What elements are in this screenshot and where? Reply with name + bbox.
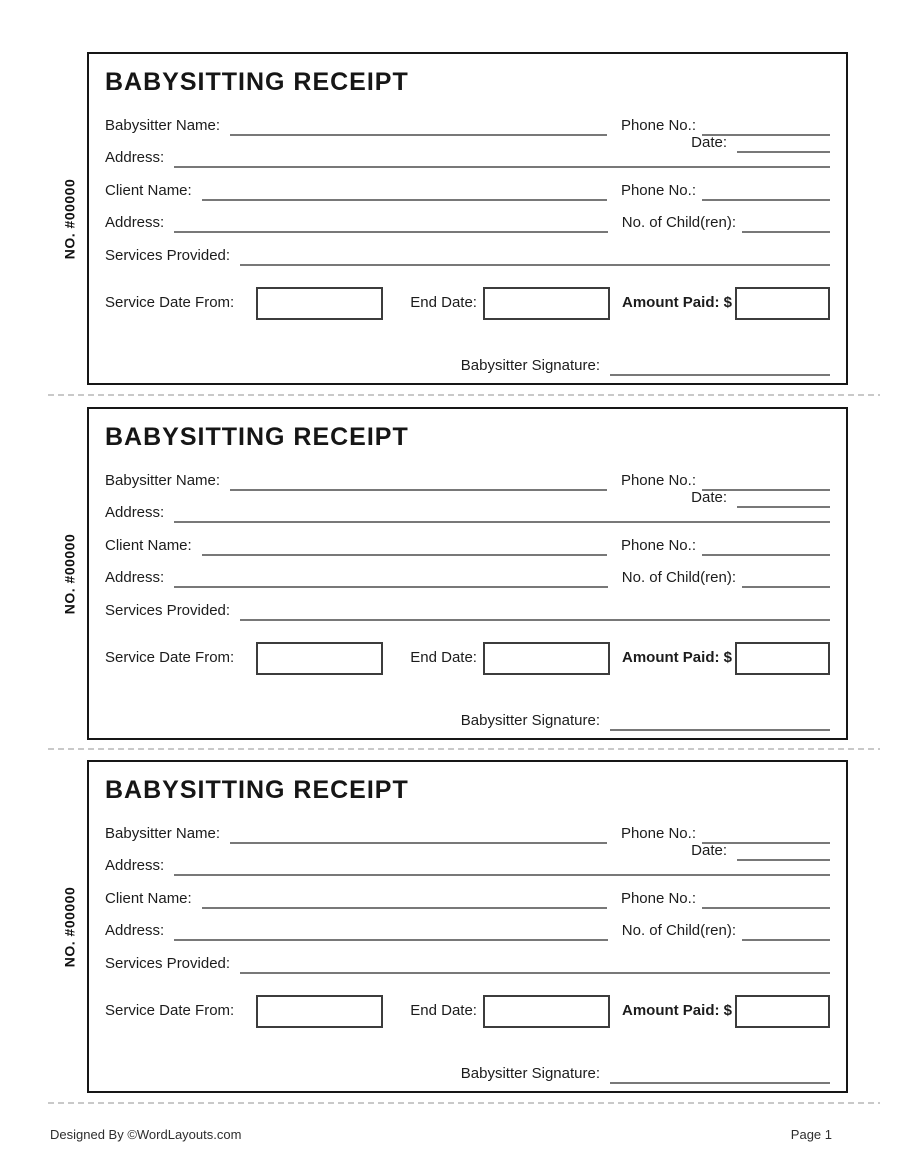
- receipt-section: [61, 407, 848, 740]
- end-date-group: [410, 642, 610, 675]
- amount-paid-group: [622, 995, 830, 1028]
- services-provided-field[interactable]: [240, 601, 830, 621]
- babysitter-phone-field[interactable]: [702, 116, 830, 136]
- services-provided-label: Services Provided:: [105, 955, 231, 973]
- end-date-label: End Date:: [410, 294, 477, 312]
- service-date-from-label: Service Date From:: [105, 294, 235, 312]
- client-address-label: Address:: [105, 214, 165, 232]
- service-date-from-group: [105, 995, 383, 1028]
- babysitter-signature-label: Babysitter Signature:: [460, 712, 600, 730]
- babysitter-address-label: Address:: [105, 149, 165, 167]
- babysitter-address-row: [105, 498, 830, 523]
- serial-number: [53, 762, 85, 1091]
- date-label: Date:: [691, 489, 727, 507]
- client-name-row: [105, 531, 830, 556]
- services-provided-field[interactable]: [240, 954, 830, 974]
- client-name-field[interactable]: [202, 536, 607, 556]
- babysitter-name-row: [105, 819, 830, 844]
- babysitter-phone-label: Phone No.:: [620, 117, 696, 135]
- service-date-from-group: [105, 642, 383, 675]
- babysitter-name-label: Babysitter Name:: [105, 117, 221, 135]
- date-label: Date:: [691, 134, 727, 152]
- babysitter-name-label: Babysitter Name:: [105, 472, 221, 490]
- end-date-label: End Date:: [410, 1002, 477, 1020]
- no-of-children-label: No. of Child(ren):: [621, 214, 736, 232]
- perforation-line: [48, 394, 880, 396]
- babysitter-phone-field[interactable]: [702, 824, 830, 844]
- service-date-from-box[interactable]: [256, 642, 383, 675]
- babysitter-name-label: Babysitter Name:: [105, 825, 221, 843]
- client-phone-label: Phone No.:: [620, 890, 696, 908]
- amount-paid-box[interactable]: [735, 287, 830, 320]
- babysitter-signature-label: Babysitter Signature:: [460, 357, 600, 375]
- no-of-children-field[interactable]: [742, 921, 830, 941]
- no-of-children-label: No. of Child(ren):: [621, 569, 736, 587]
- serial-number: [53, 409, 85, 738]
- client-address-field[interactable]: [174, 921, 608, 941]
- services-provided-label: Services Provided:: [105, 602, 231, 620]
- babysitter-signature-field[interactable]: [610, 711, 830, 731]
- amount-paid-box[interactable]: [735, 995, 830, 1028]
- signature-row: [105, 1059, 830, 1084]
- client-name-label: Client Name:: [105, 890, 192, 908]
- babysitter-address-label: Address:: [105, 504, 165, 522]
- client-address-label: Address:: [105, 569, 165, 587]
- babysitter-signature-label: Babysitter Signature:: [460, 1065, 600, 1083]
- client-name-label: Client Name:: [105, 537, 192, 555]
- babysitter-phone-field[interactable]: [702, 471, 830, 491]
- babysitter-name-field[interactable]: [230, 471, 607, 491]
- service-date-from-label: Service Date From:: [105, 1002, 235, 1020]
- babysitter-name-field[interactable]: [230, 824, 607, 844]
- receipt-section: [61, 52, 848, 385]
- client-address-row: [105, 563, 830, 588]
- receipt-section: [61, 760, 848, 1093]
- babysitter-address-field[interactable]: [174, 503, 830, 523]
- signature-row: [105, 351, 830, 376]
- babysitter-address-row: [105, 143, 830, 168]
- amount-paid-group: [622, 642, 830, 675]
- dates-amount-row: [105, 995, 830, 1028]
- babysitter-name-row: [105, 466, 830, 491]
- client-name-row: [105, 884, 830, 909]
- babysitter-address-field[interactable]: [174, 148, 830, 168]
- perforation-line: [48, 1102, 880, 1104]
- client-address-label: Address:: [105, 922, 165, 940]
- babysitter-address-row: [105, 851, 830, 876]
- babysitter-phone-label: Phone No.:: [620, 472, 696, 490]
- service-date-from-group: [105, 287, 383, 320]
- services-provided-label: Services Provided:: [105, 247, 231, 265]
- client-phone-label: Phone No.:: [620, 537, 696, 555]
- babysitter-signature-field[interactable]: [610, 356, 830, 376]
- amount-paid-group: [622, 287, 830, 320]
- amount-paid-label: Amount Paid: $: [621, 294, 732, 312]
- client-name-row: [105, 176, 830, 201]
- perforation-line: [48, 748, 880, 750]
- signature-row: [105, 706, 830, 731]
- date-label: Date:: [691, 842, 727, 860]
- client-name-label: Client Name:: [105, 182, 192, 200]
- receipt-title: BABYSITTING RECEIPT: [105, 68, 409, 96]
- end-date-box[interactable]: [483, 287, 610, 320]
- babysitter-signature-field[interactable]: [610, 1064, 830, 1084]
- serial-number-text: NO. #00000: [61, 886, 77, 967]
- amount-paid-label: Amount Paid: $: [621, 1002, 732, 1020]
- dates-amount-row: [105, 287, 830, 320]
- babysitter-phone-label: Phone No.:: [620, 825, 696, 843]
- service-date-from-box[interactable]: [256, 287, 383, 320]
- babysitter-name-row: [105, 111, 830, 136]
- service-date-from-box[interactable]: [256, 995, 383, 1028]
- client-phone-field[interactable]: [702, 536, 830, 556]
- client-address-field[interactable]: [174, 213, 608, 233]
- services-provided-row: [105, 241, 830, 266]
- client-address-row: [105, 916, 830, 941]
- end-date-group: [410, 995, 610, 1028]
- client-phone-field[interactable]: [702, 889, 830, 909]
- no-of-children-field[interactable]: [742, 213, 830, 233]
- services-provided-row: [105, 949, 830, 974]
- end-date-box[interactable]: [483, 642, 610, 675]
- client-name-field[interactable]: [202, 889, 607, 909]
- serial-number-text: NO. #00000: [61, 178, 77, 259]
- serial-number: [53, 54, 85, 383]
- page-number: Page 1: [790, 1127, 832, 1142]
- amount-paid-label: Amount Paid: $: [621, 649, 732, 667]
- babysitter-address-field[interactable]: [174, 856, 830, 876]
- service-date-from-label: Service Date From:: [105, 649, 235, 667]
- client-name-field[interactable]: [202, 181, 607, 201]
- designer-credit: Designed By ©WordLayouts.com: [50, 1127, 242, 1142]
- client-phone-label: Phone No.:: [620, 182, 696, 200]
- receipt-title: BABYSITTING RECEIPT: [105, 423, 409, 451]
- client-phone-field[interactable]: [702, 181, 830, 201]
- client-address-row: [105, 208, 830, 233]
- services-provided-row: [105, 596, 830, 621]
- end-date-group: [410, 287, 610, 320]
- babysitter-address-label: Address:: [105, 857, 165, 875]
- end-date-label: End Date:: [410, 649, 477, 667]
- client-address-field[interactable]: [174, 568, 608, 588]
- no-of-children-label: No. of Child(ren):: [621, 922, 736, 940]
- serial-number-text: NO. #00000: [61, 533, 77, 614]
- receipt-title: BABYSITTING RECEIPT: [105, 776, 409, 804]
- no-of-children-field[interactable]: [742, 568, 830, 588]
- dates-amount-row: [105, 642, 830, 675]
- services-provided-field[interactable]: [240, 246, 830, 266]
- amount-paid-box[interactable]: [735, 642, 830, 675]
- end-date-box[interactable]: [483, 995, 610, 1028]
- babysitter-name-field[interactable]: [230, 116, 607, 136]
